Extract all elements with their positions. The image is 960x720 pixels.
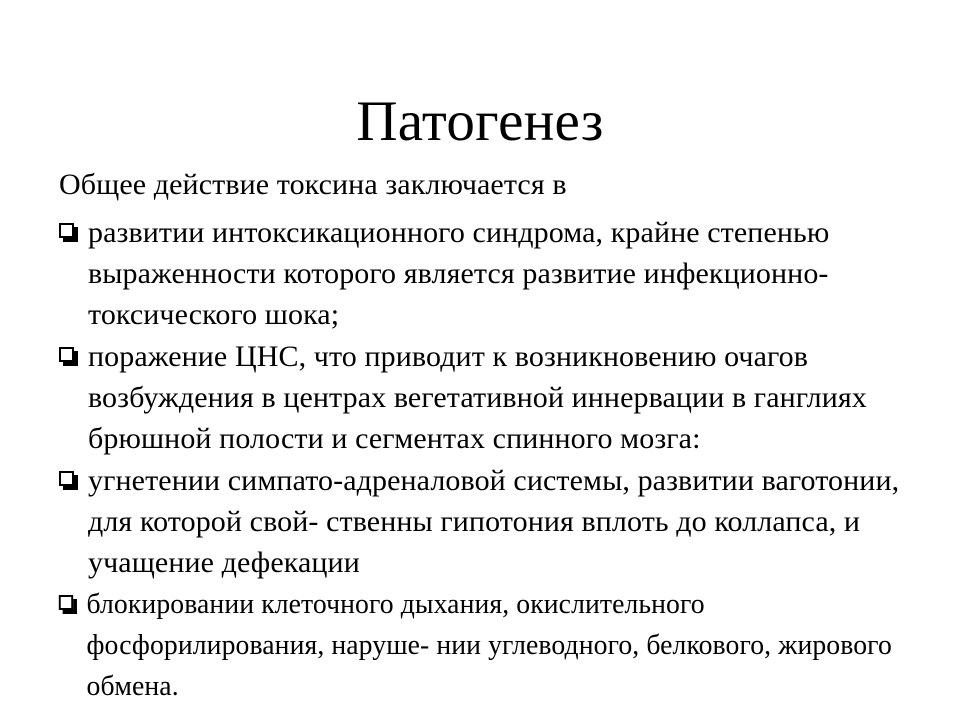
bullet-item-cell-respiration [55,584,946,707]
intro-text: Общее действие токсина заключается в [59,168,567,201]
bullet-text: угнетении симпато-адреналовой системы, развитии ваготонии, для которой свой- ственны гипотония вплоть до коллапса, и учащение дефекации [88,464,900,579]
bullet-text: блокировании клеточного дыхания, окислительного фосфорилирования, наруше- нии углеводного, белкового, жирового обмена. [86,588,892,702]
bullet-item-intoxication-syndrome [55,212,915,335]
bullet-text: развитии интоксикационного синдрома, крайне степенью выраженности которого является развитие инфекционно-токсического шока; [88,216,830,331]
bullet-list [55,212,915,707]
slide-title: Патогенез [356,90,604,154]
bullet-text: поражение ЦНС, что приводит к возникновению очагов возбуждения в центрах вегетативной иннервации в ганглиях брюшной полости и сегментах спинного мозга: [88,340,867,455]
bullet-item-cns-damage [55,336,915,459]
box-bullet-icon [59,471,78,490]
slide-body [55,164,915,708]
box-bullet-icon [59,347,78,366]
box-bullet-icon [59,595,77,614]
bullet-item-sympatho-adrenal [55,460,915,583]
box-bullet-icon [59,223,78,242]
